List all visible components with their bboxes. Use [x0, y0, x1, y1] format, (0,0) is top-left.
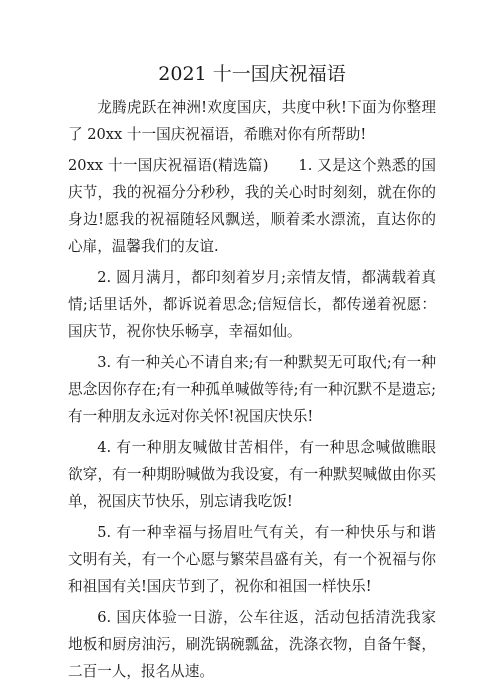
paragraph-2: 2. 圆月满月，都印刻着岁月;亲情友情，都满载着真情;话里话外，都诉说着思念;信短信长，都传递着祝愿：国庆节，祝你快乐畅享，幸福如仙。	[68, 269, 436, 340]
paragraph-6: 6. 国庆体验一日游，公车往返，活动包括清洗我家地板和厨房油污，刷洗锅碗瓢盆，洗涤衣物，自备午餐，二百一人，报名从速。	[68, 609, 436, 680]
paragraph-intro: 龙腾虎跃在神洲!欢度国庆，共度中秋!下面为你整理了 20xx 十一国庆祝福语，希瞧对你有所帮助!	[68, 99, 436, 143]
paragraph-5: 5. 有一种幸福与扬眉吐气有关，有一种快乐与和谐文明有关，有一个心愿与繁荣昌盛有关，有一个祝福与你和祖国有关!国庆节到了，祝你和祖国一样快乐!	[68, 524, 436, 595]
paragraph-1: 20xx 十一国庆祝福语(精选篇) 1. 又是这个熟悉的国庆节，我的祝福分分秒秒，我的关心时时刻刻，就在你的身边!愿我的祝福随轻风飘送，顺着柔水漂流，直达你的心扉，温馨我们的友谊.	[68, 157, 436, 255]
paragraph-3: 3. 有一种关心不请自来;有一种默契无可取代;有一种思念因你存在;有一种孤单喊做等待;有一种沉默不是遗忘;有一种朋友永远对你关怀!祝国庆快乐!	[68, 354, 436, 425]
document-title: 2021 十一国庆祝福语	[158, 63, 346, 85]
paragraph-4: 4. 有一种朋友喊做甘苦相伴，有一种思念喊做瞧眼欲穿，有一种期盼喊做为我设宴，有一种默契喊做由你买单，祝国庆节快乐，别忘请我吃饭!	[68, 439, 436, 510]
